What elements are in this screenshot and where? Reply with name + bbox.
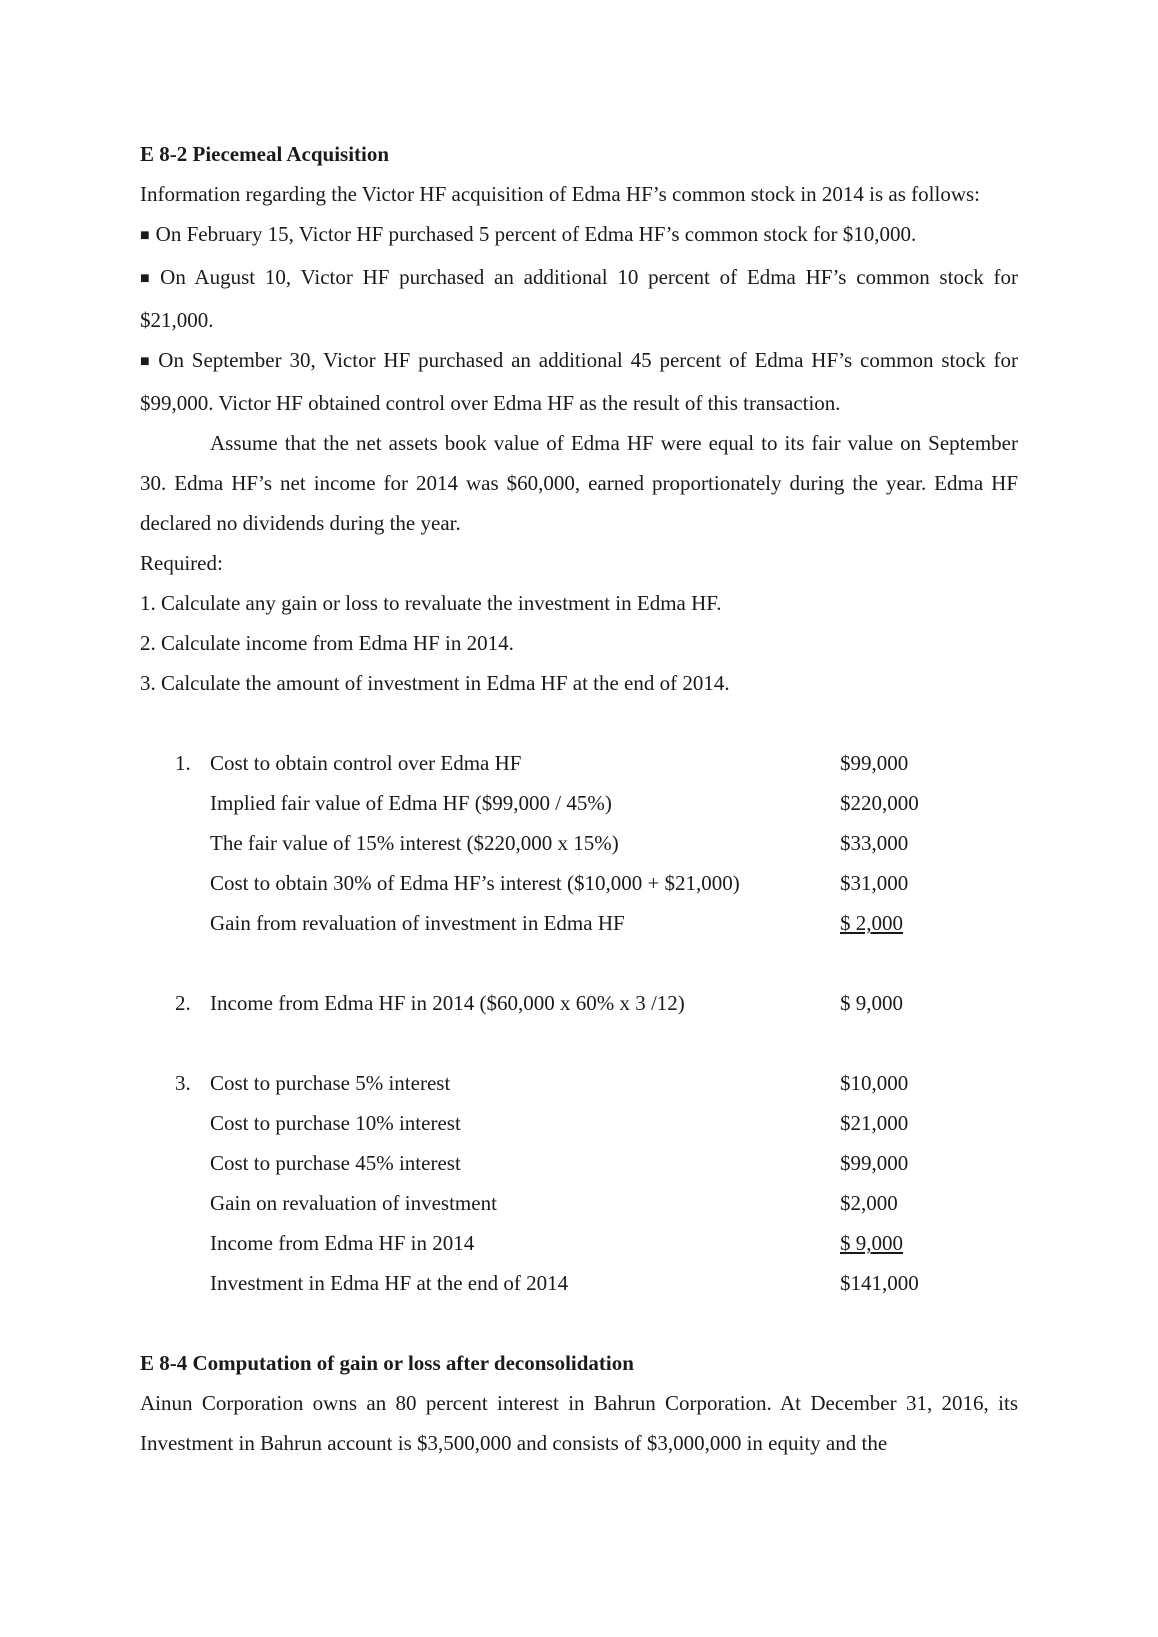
answer-number: 2. [175, 991, 191, 1015]
answer-label: Cost to purchase 45% interest [210, 1151, 461, 1175]
bullet-square-icon [140, 222, 156, 246]
answer-row [140, 983, 1018, 1023]
answer-value-subtotal: $ 9,000 [840, 1231, 903, 1255]
answer-row [140, 743, 1018, 783]
answer-row [140, 1063, 1018, 1103]
required-label: Required: [140, 551, 223, 575]
bullet-square-icon [140, 348, 158, 372]
assumption-paragraph: Assume that the net assets book value of Edma HF were equal to its fair value on September 30. Edma HF’s net income for 2014 was $60,000, earned proportionately during the year. Edma HF declared no dividends during the year. [140, 431, 1018, 535]
answer-label: Implied fair value of Edma HF ($99,000 / 45%) [210, 791, 612, 815]
bullet-item: ■ On August 10, Victor HF purchased an additional 10 percent of Edma HF’s common stock for $21,000. [140, 257, 1018, 340]
answer-row [140, 1103, 1018, 1143]
answer-value: $99,000 [840, 1151, 909, 1175]
exercise-intro: Ainun Corporation owns an 80 percent interest in Bahrun Corporation. At December 31, 2016, its Investment in Bahrun account is $3,500,000 and consists of $3,000,000 in equity and the [140, 1391, 1018, 1455]
bullet-square-icon [140, 265, 160, 289]
bullet-item: ■ On February 15, Victor HF purchased 5 percent of Edma HF’s common stock for $10,000. [140, 214, 1018, 257]
answer-row [140, 783, 1018, 823]
answer-row [140, 863, 1018, 903]
answer-number: 1. [175, 751, 191, 775]
answer-label: Cost to obtain 30% of Edma HF’s interest ($10,000 + $21,000) [210, 871, 740, 895]
answer-value-total: $141,000 [840, 1271, 919, 1295]
answer-part-1 [140, 743, 1018, 943]
requirement-item: 3. Calculate the amount of investment in Edma HF at the end of 2014. [140, 671, 730, 695]
requirements-list [140, 583, 1018, 703]
exercise-intro: Information regarding the Victor HF acquisition of Edma HF’s common stock in 2014 is as follows: [140, 182, 980, 206]
answer-value: $99,000 [840, 751, 909, 775]
answer-part-2 [140, 983, 1018, 1023]
answer-label: The fair value of 15% interest ($220,000 x 15%) [210, 831, 619, 855]
exercise-title: E 8-2 Piecemeal Acquisition [140, 142, 390, 166]
exercise-2-section [140, 1343, 1018, 1463]
answer-row [140, 1143, 1018, 1183]
requirement-item: 2. Calculate income from Edma HF in 2014. [140, 631, 514, 655]
answer-label: Cost to purchase 5% interest [210, 1071, 451, 1095]
answer-value: $21,000 [840, 1111, 909, 1135]
bullet-item: ■ On September 30, Victor HF purchased an additional 45 percent of Edma HF’s common stock for $99,000. Victor HF obtained control over Edma HF as the result of this transaction. [140, 340, 1018, 423]
answer-value: $2,000 [840, 1191, 898, 1215]
answer-value-total: $ 2,000 [840, 911, 903, 935]
answer-label: Income from Edma HF in 2014 [210, 1231, 475, 1255]
answer-part-3 [140, 1063, 1018, 1303]
answer-label: Cost to purchase 10% interest [210, 1111, 461, 1135]
page-content [140, 134, 1018, 1463]
answer-value: $33,000 [840, 831, 909, 855]
answer-value: $10,000 [840, 1071, 909, 1095]
answer-label: Gain from revaluation of investment in Edma HF [210, 911, 625, 935]
exercise-title: E 8-4 Computation of gain or loss after deconsolidation [140, 1351, 634, 1375]
answer-row [140, 1183, 1018, 1223]
answers-section [140, 743, 1018, 1303]
answer-label: Cost to obtain control over Edma HF [210, 751, 522, 775]
answer-label: Investment in Edma HF at the end of 2014 [210, 1271, 569, 1295]
answer-row [140, 903, 1018, 943]
answer-row [140, 1263, 1018, 1303]
answer-row [140, 823, 1018, 863]
answer-label: Income from Edma HF in 2014 ($60,000 x 60% x 3 /12) [210, 991, 685, 1015]
answer-value: $ 9,000 [840, 991, 903, 1015]
answer-value: $31,000 [840, 871, 909, 895]
requirement-item: 1. Calculate any gain or loss to revaluate the investment in Edma HF. [140, 591, 722, 615]
answer-label: Gain on revaluation of investment [210, 1191, 497, 1215]
answer-row [140, 1223, 1018, 1263]
answer-number: 3. [175, 1071, 191, 1095]
answer-value: $220,000 [840, 791, 919, 815]
